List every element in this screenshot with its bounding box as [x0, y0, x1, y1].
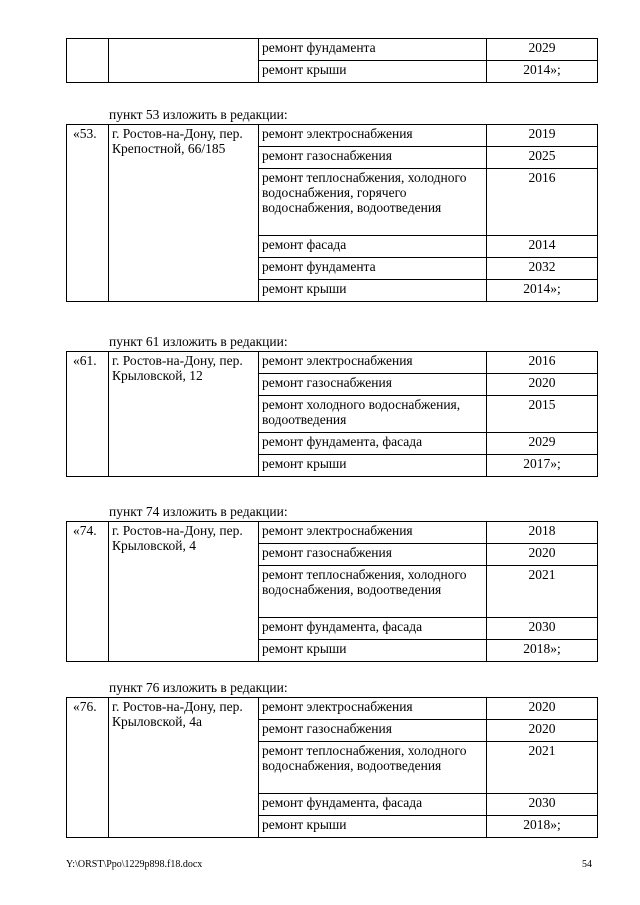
- num-cell: [67, 39, 109, 83]
- year-cell: 2018: [487, 522, 598, 544]
- year-cell: 2018»;: [487, 640, 598, 662]
- page-number: 54: [582, 859, 592, 870]
- work-cell: ремонт газоснабжения: [259, 720, 487, 742]
- table-row: [67, 125, 598, 147]
- work-cell: ремонт холодного водоснабжения, водоотведения: [259, 396, 487, 433]
- work-cell: ремонт крыши: [259, 455, 487, 477]
- year-cell: 2032: [487, 258, 598, 280]
- table-continuation: [66, 38, 598, 83]
- year-cell: 2020: [487, 544, 598, 566]
- year-cell: 2015: [487, 396, 598, 433]
- work-cell: ремонт электроснабжения: [259, 352, 487, 374]
- table-section-61: [66, 351, 598, 477]
- item-number: «74.: [67, 522, 109, 662]
- section-heading-61: пункт 61 изложить в редакции:: [109, 334, 288, 349]
- work-cell: ремонт электроснабжения: [259, 698, 487, 720]
- address-cell: г. Ростов-на-Дону, пер. Крыловской, 4а: [109, 698, 259, 838]
- table-section-76: [66, 697, 598, 838]
- item-number: «61.: [67, 352, 109, 477]
- work-cell: ремонт электроснабжения: [259, 125, 487, 147]
- section-heading-53: пункт 53 изложить в редакции:: [109, 107, 288, 122]
- year-cell: 2020: [487, 720, 598, 742]
- address-cell: [109, 39, 259, 83]
- work-cell: ремонт газоснабжения: [259, 147, 487, 169]
- table-row: [67, 698, 598, 720]
- work-cell: ремонт электроснабжения: [259, 522, 487, 544]
- work-cell: ремонт крыши: [259, 280, 487, 302]
- section-heading-74: пункт 74 изложить в редакции:: [109, 504, 288, 519]
- year-cell: 2029: [487, 39, 598, 61]
- address-cell: г. Ростов-на-Дону, пер. Крыловской, 12: [109, 352, 259, 477]
- section-heading-76: пункт 76 изложить в редакции:: [109, 680, 288, 695]
- year-cell: 2014»;: [487, 280, 598, 302]
- table-section-53: [66, 124, 598, 302]
- year-cell: 2020: [487, 374, 598, 396]
- year-cell: 2021: [487, 742, 598, 794]
- year-cell: 2014: [487, 236, 598, 258]
- work-cell: ремонт теплоснабжения, холодного водоснабжения, горячего водоснабжения, водоотведения: [259, 169, 487, 236]
- table-row: [67, 39, 598, 61]
- work-cell: ремонт фундамента, фасада: [259, 433, 487, 455]
- year-cell: 2017»;: [487, 455, 598, 477]
- work-cell: ремонт фундамента, фасада: [259, 618, 487, 640]
- work-cell: ремонт крыши: [259, 61, 487, 83]
- address-cell: г. Ростов-на-Дону, пер. Крыловской, 4: [109, 522, 259, 662]
- work-cell: ремонт крыши: [259, 640, 487, 662]
- work-cell: ремонт фундамента: [259, 39, 487, 61]
- item-number: «76.: [67, 698, 109, 838]
- work-cell: ремонт фундамента, фасада: [259, 794, 487, 816]
- work-cell: ремонт теплоснабжения, холодного водоснабжения, водоотведения: [259, 742, 487, 794]
- work-cell: ремонт фундамента: [259, 258, 487, 280]
- table-row: [67, 522, 598, 544]
- year-cell: 2029: [487, 433, 598, 455]
- footer-file-path: Y:\ORST\Ppo\1229p898.f18.docx: [66, 859, 203, 870]
- table-row: [67, 352, 598, 374]
- year-cell: 2030: [487, 794, 598, 816]
- work-cell: ремонт газоснабжения: [259, 544, 487, 566]
- work-cell: ремонт теплоснабжения, холодного водоснабжения, водоотведения: [259, 566, 487, 618]
- year-cell: 2020: [487, 698, 598, 720]
- year-cell: 2016: [487, 352, 598, 374]
- year-cell: 2030: [487, 618, 598, 640]
- year-cell: 2025: [487, 147, 598, 169]
- year-cell: 2016: [487, 169, 598, 236]
- work-cell: ремонт крыши: [259, 816, 487, 838]
- year-cell: 2021: [487, 566, 598, 618]
- work-cell: ремонт газоснабжения: [259, 374, 487, 396]
- year-cell: 2019: [487, 125, 598, 147]
- year-cell: 2018»;: [487, 816, 598, 838]
- item-number: «53.: [67, 125, 109, 302]
- year-cell: 2014»;: [487, 61, 598, 83]
- work-cell: ремонт фасада: [259, 236, 487, 258]
- address-cell: г. Ростов-на-Дону, пер. Крепостной, 66/185: [109, 125, 259, 302]
- table-section-74: [66, 521, 598, 662]
